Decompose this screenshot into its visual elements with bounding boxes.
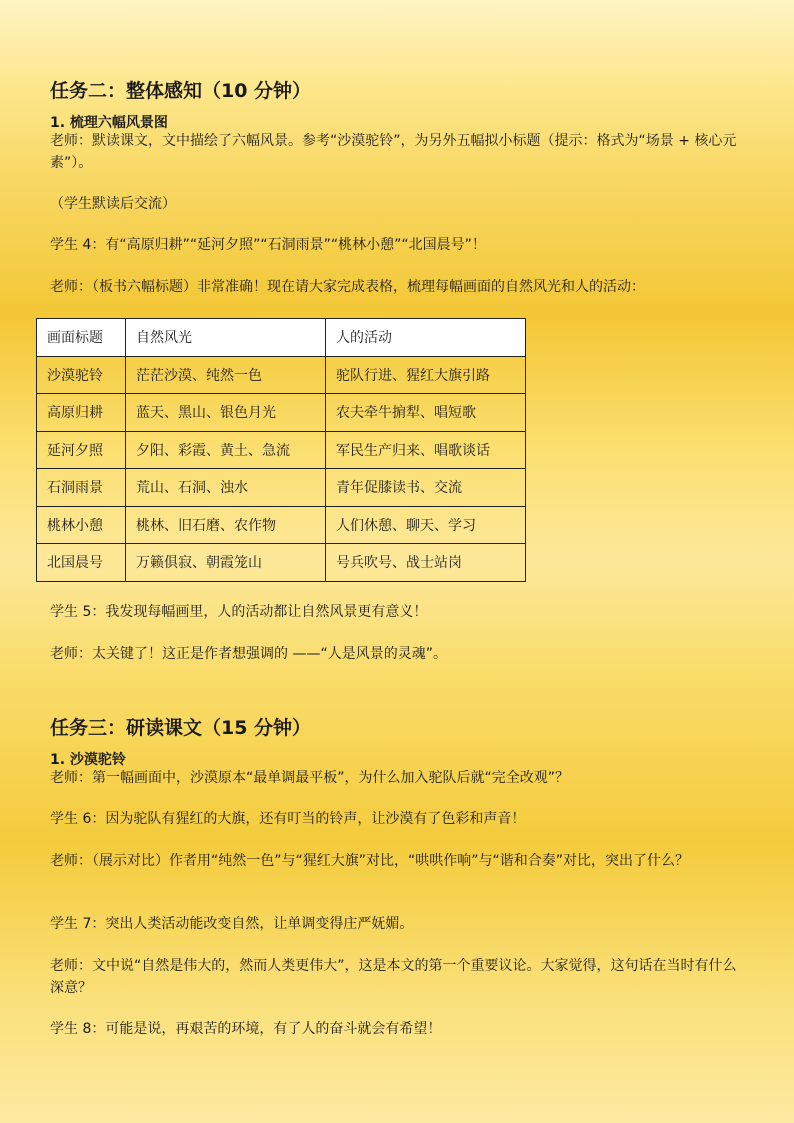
table-row [37,544,526,582]
task2-heading: 任务二：整体感知（10 分钟） [50,80,312,102]
teacher-line-5: 老师：（展示对比）作者用“纯然一色”与“猩红大旗”对比，“哄哄作响”与“谐和合奏”对比，突出了什么？ [50,853,690,869]
table-header-cell: 自然风光 [126,319,326,357]
table-row [37,394,526,432]
table-cell: 沙漠驼铃 [37,356,126,394]
teacher-line-6: 老师：文中说“自然是伟大的，然而人类更伟大”，这是本文的第一个重要议论。大家觉得，这句话在当时有什么深意？ [50,958,737,996]
table-cell: 茫茫沙漠、纯然一色 [126,356,326,394]
table-cell: 桃林小憩 [37,506,126,544]
table-cell: 荒山、石洞、浊水 [126,469,326,507]
table-cell: 北国晨号 [37,544,126,582]
table-header-row [37,319,526,357]
note-line: （学生默读后交流） [50,196,176,212]
table-cell: 农夫牵牛掮犁、唱短歌 [326,394,526,432]
student-8-line: 学生 8：可能是说，再艰苦的环境，有了人的奋斗就会有希望！ [50,1021,442,1037]
teacher-line-2: 老师：（板书六幅标题）非常准确！现在请大家完成表格，梳理每幅画面的自然风光和人的活动： [50,279,645,295]
table-cell: 夕阳、彩霞、黄土、急流 [126,431,326,469]
table-cell: 桃林、旧石磨、农作物 [126,506,326,544]
table-header-cell: 人的活动 [326,319,526,357]
table-cell: 石洞雨景 [37,469,126,507]
student-6-line: 学生 6：因为驼队有猩红的大旗，还有叮当的铃声，让沙漠有了色彩和声音！ [50,811,526,827]
teacher-line-4: 老师：第一幅画面中，沙漠原本“最单调最平板”，为什么加入驼队后就“完全改观”？ [50,770,570,786]
table-cell: 万籁俱寂、朝霞笼山 [126,544,326,582]
teacher-line-1: 老师：默读课文，文中描绘了六幅风景。参考“沙漠驼铃”，为另外五幅拟小标题（提示：格式为“场景 + 核心元素”）。 [50,133,737,171]
student-4-line: 学生 4：有“高原归耕”“延河夕照”“石洞雨景”“桃林小憩”“北国晨号”！ [50,237,486,253]
task3-subheading: 1. 沙漠驼铃 [50,752,126,768]
table-cell: 蓝天、黑山、银色月光 [126,394,326,432]
task3-heading: 任务三：研读课文（15 分钟） [50,717,312,739]
student-7-line: 学生 7：突出人类活动能改变自然，让单调变得庄严妩媚。 [50,916,414,932]
table-cell: 驼队行进、猩红大旗引路 [326,356,526,394]
table-row [37,356,526,394]
table-cell: 高原归耕 [37,394,126,432]
table-cell: 青年促膝读书、交流 [326,469,526,507]
task2-subheading: 1. 梳理六幅风景图 [50,115,168,131]
table-cell: 号兵吹号、战士站岗 [326,544,526,582]
student-5-line: 学生 5：我发现每幅画里，人的活动都让自然风景更有意义！ [50,604,428,620]
table-cell: 人们休憩、聊天、学习 [326,506,526,544]
teacher-line-3: 老师：太关键了！这正是作者想强调的 ——“人是风景的灵魂”。 [50,646,447,662]
scenery-table [36,318,526,582]
table-row [37,469,526,507]
table-row [37,431,526,469]
table-cell: 军民生产归来、唱歌谈话 [326,431,526,469]
table-header-cell: 画面标题 [37,319,126,357]
table-row [37,506,526,544]
table-cell: 延河夕照 [37,431,126,469]
